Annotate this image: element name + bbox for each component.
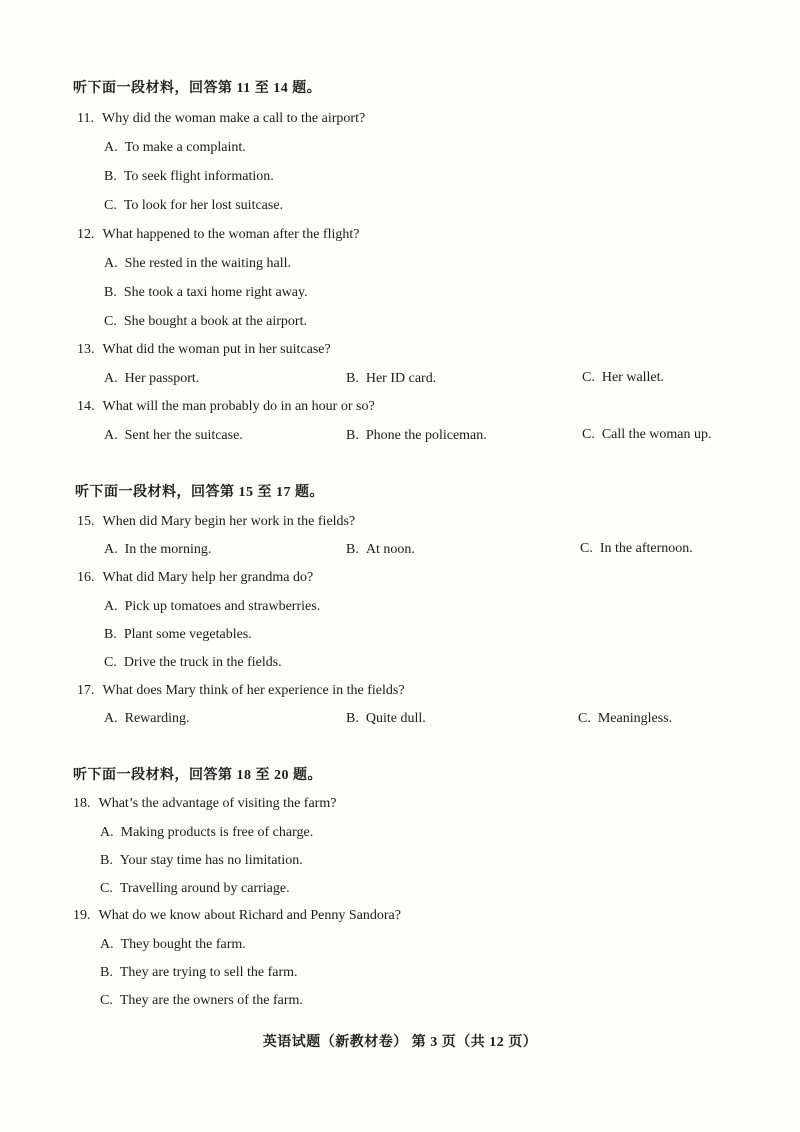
question-18 xyxy=(73,795,336,813)
option-label: C. xyxy=(580,541,593,556)
question-text: Why did the woman make a call to the airport? xyxy=(101,111,366,126)
option-label: C. xyxy=(104,655,117,670)
option-label: C. xyxy=(104,198,117,213)
option-label: B. xyxy=(346,371,359,386)
option-text: Making products is free of charge. xyxy=(120,825,314,840)
option-12-c xyxy=(104,313,307,331)
option-text: Quite dull. xyxy=(365,711,426,726)
option-18-b xyxy=(100,852,303,870)
question-19 xyxy=(73,907,401,925)
section-heading-1: 听下面一段材料，回答第 11 至 14 题。 xyxy=(73,81,322,96)
question-number: 15. xyxy=(77,514,95,529)
question-text: What’s the advantage of visiting the farm? xyxy=(98,796,337,811)
option-text: They are trying to sell the farm. xyxy=(119,965,298,980)
option-text: In the afternoon. xyxy=(599,541,693,556)
option-text: In the morning. xyxy=(124,542,212,557)
option-text: Her passport. xyxy=(124,371,200,386)
option-label: A. xyxy=(104,599,118,614)
question-number: 16. xyxy=(77,570,95,585)
option-text: Her ID card. xyxy=(365,371,437,386)
option-text: To make a complaint. xyxy=(124,140,246,155)
option-label: B. xyxy=(346,542,359,557)
question-number: 13. xyxy=(77,342,95,357)
question-number: 19. xyxy=(73,908,91,923)
question-number: 17. xyxy=(77,683,95,698)
option-label: A. xyxy=(100,937,114,952)
option-13-a xyxy=(104,370,199,388)
question-text: What does Mary think of her experience in the fields? xyxy=(102,683,405,698)
option-label: B. xyxy=(100,965,113,980)
section-heading-2: 听下面一段材料，回答第 15 至 17 题。 xyxy=(75,485,324,500)
option-14-c xyxy=(582,426,712,444)
option-text: Phone the policeman. xyxy=(365,428,487,443)
option-15-b xyxy=(346,541,415,559)
option-label: A. xyxy=(104,371,118,386)
option-label: B. xyxy=(104,169,117,184)
option-12-b xyxy=(104,284,308,302)
option-label: A. xyxy=(104,711,118,726)
question-text: What did the woman put in her suitcase? xyxy=(102,342,331,357)
option-17-c xyxy=(578,710,672,728)
page-footer: 英语试题（新教材卷） 第 3 页（共 12 页） xyxy=(262,1035,538,1050)
option-label: A. xyxy=(100,825,114,840)
option-13-c xyxy=(582,369,664,387)
option-15-a xyxy=(104,541,211,559)
option-text: She bought a book at the airport. xyxy=(123,314,307,329)
option-15-c xyxy=(580,540,693,558)
option-text: Sent her the suitcase. xyxy=(124,428,243,443)
option-text: Rewarding. xyxy=(124,711,190,726)
option-label: A. xyxy=(104,256,118,271)
option-label: A. xyxy=(104,542,118,557)
option-text: At noon. xyxy=(365,542,415,557)
question-text: What happened to the woman after the flight? xyxy=(102,227,360,242)
option-19-c xyxy=(100,992,303,1010)
question-text: When did Mary begin her work in the fields? xyxy=(102,514,356,529)
question-13 xyxy=(77,341,331,359)
option-16-c xyxy=(104,654,282,672)
option-label: B. xyxy=(104,285,117,300)
option-19-a xyxy=(100,936,246,954)
option-label: C. xyxy=(582,427,595,442)
question-text: What do we know about Richard and Penny Sandora? xyxy=(98,908,401,923)
option-text: They bought the farm. xyxy=(120,937,246,952)
option-text: Plant some vegetables. xyxy=(123,627,252,642)
option-18-c xyxy=(100,880,290,898)
option-label: C. xyxy=(104,314,117,329)
question-12 xyxy=(77,226,359,244)
option-text: Call the woman up. xyxy=(601,427,712,442)
option-text: Her wallet. xyxy=(601,370,665,385)
question-number: 12. xyxy=(77,227,95,242)
option-18-a xyxy=(100,824,313,842)
option-14-a xyxy=(104,427,243,445)
option-12-a xyxy=(104,255,291,273)
option-11-c xyxy=(104,197,283,215)
option-label: B. xyxy=(100,853,113,868)
option-label: C. xyxy=(100,993,113,1008)
question-text: What will the man probably do in an hour or so? xyxy=(102,399,375,414)
option-14-b xyxy=(346,427,487,445)
question-text: What did Mary help her grandma do? xyxy=(102,570,314,585)
option-11-a xyxy=(104,139,246,157)
option-text: She took a taxi home right away. xyxy=(123,285,308,300)
option-16-a xyxy=(104,598,320,616)
option-label: C. xyxy=(578,711,591,726)
option-13-b xyxy=(346,370,436,388)
option-19-b xyxy=(100,964,298,982)
option-11-b xyxy=(104,168,274,186)
question-14 xyxy=(77,398,375,416)
option-text: She rested in the waiting hall. xyxy=(124,256,292,271)
option-text: To look for her lost suitcase. xyxy=(123,198,284,213)
option-label: A. xyxy=(104,428,118,443)
question-16 xyxy=(77,569,313,587)
question-17 xyxy=(77,682,405,700)
option-text: To seek flight information. xyxy=(123,169,274,184)
option-label: B. xyxy=(104,627,117,642)
question-11 xyxy=(77,110,365,128)
option-17-a xyxy=(104,710,190,728)
option-label: B. xyxy=(346,711,359,726)
question-number: 18. xyxy=(73,796,91,811)
option-text: Meaningless. xyxy=(597,711,673,726)
option-text: Drive the truck in the fields. xyxy=(123,655,282,670)
section-heading-3: 听下面一段材料，回答第 18 至 20 题。 xyxy=(73,768,322,783)
question-15 xyxy=(77,513,355,531)
option-label: A. xyxy=(104,140,118,155)
option-text: Travelling around by carriage. xyxy=(119,881,290,896)
option-17-b xyxy=(346,710,426,728)
option-text: They are the owners of the farm. xyxy=(119,993,303,1008)
option-text: Your stay time has no limitation. xyxy=(119,853,303,868)
question-number: 14. xyxy=(77,399,95,414)
option-label: C. xyxy=(582,370,595,385)
option-text: Pick up tomatoes and strawberries. xyxy=(124,599,321,614)
question-number: 11. xyxy=(77,111,94,126)
option-label: B. xyxy=(346,428,359,443)
option-16-b xyxy=(104,626,252,644)
option-label: C. xyxy=(100,881,113,896)
